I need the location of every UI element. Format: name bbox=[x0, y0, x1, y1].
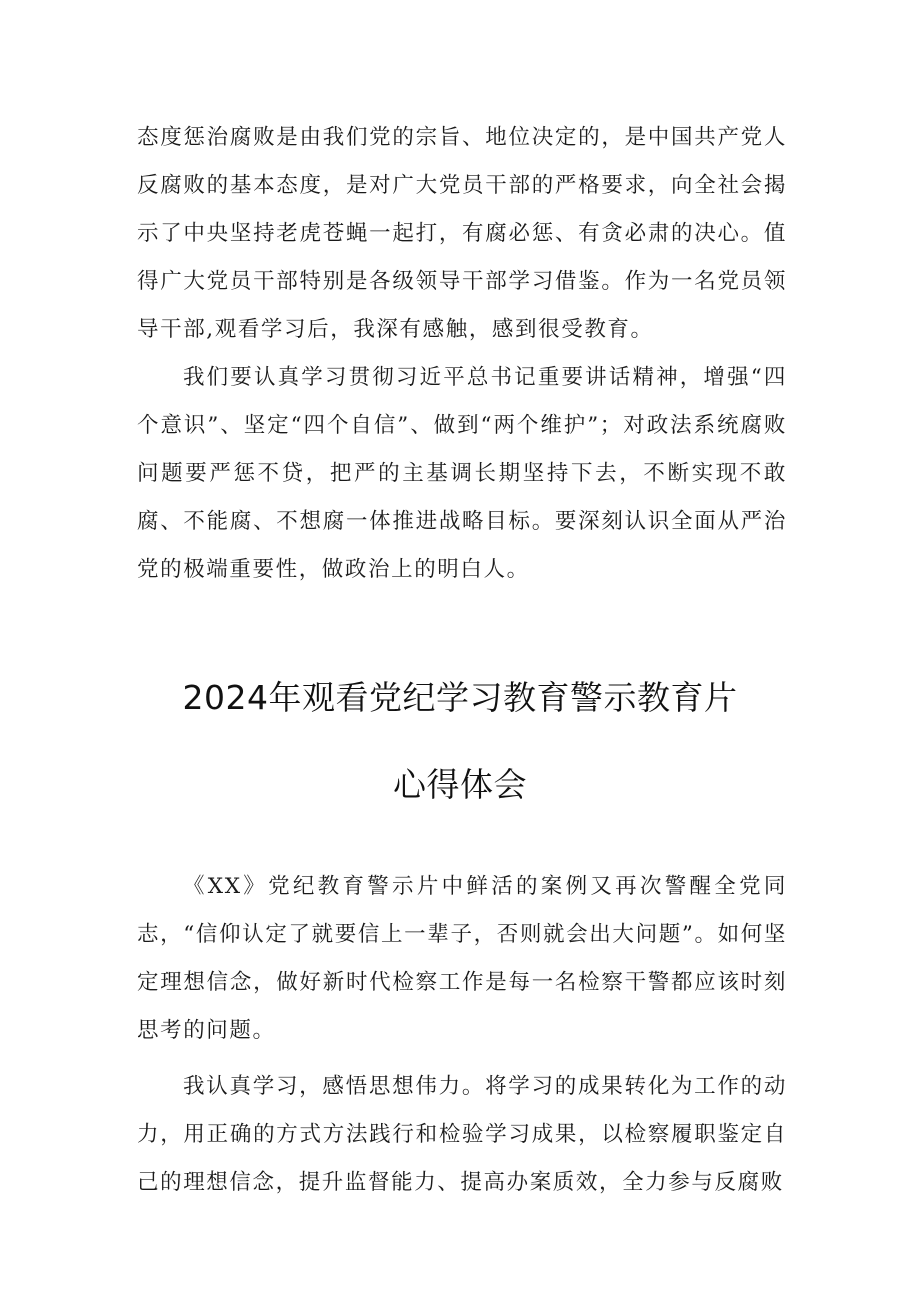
paragraph-continued: 态度惩治腐败是由我们党的宗旨、地位决定的，是中国共产党人反腐败的基本态度，是对广大党员干部的严格要求，向全社会揭示了中央坚持老虎苍蝇一起打，有腐必惩、有贪必肃的决心。值得广大党员干部特别是各级领导干部学习借鉴。作为一名党员领导干部,观看学习后，我深有感触，感到很受教育。 bbox=[137, 125, 787, 342]
document-title-line-2: 心得体会 bbox=[393, 765, 527, 804]
paragraph-personal-study: 我认真学习，感悟思想伟力。将学习的成果转化为工作的动力，用正确的方式方法践行和检验学习成果，以检察履职鉴定自己的理想信念，提升监督能力、提高办案质效，全力参与反腐败 bbox=[137, 1074, 787, 1195]
document-title-line-1: 2024年观看党纪学习教育警示教育片 bbox=[182, 678, 738, 717]
paragraph-warning-film: 《XX》党纪教育警示片中鲜活的案例又再次警醒全党同志，“信仰认定了就要信上一辈子，否则就会出大问题”。如何坚定理想信念，做好新时代检察工作是每一名检察干警都应该时刻思考的问题。 bbox=[137, 874, 787, 1043]
paragraph-study-spirit: 我们要认真学习贯彻习近平总书记重要讲话精神，增强“四个意识”、坚定“四个自信”、做到“两个维护”；对政法系统腐败问题要严惩不贷，把严的主基调长期坚持下去，不断实现不敢腐、不能腐、不想腐一体推进战略目标。要深刻认识全面从严治党的极端重要性，做政治上的明白人。 bbox=[137, 365, 787, 582]
